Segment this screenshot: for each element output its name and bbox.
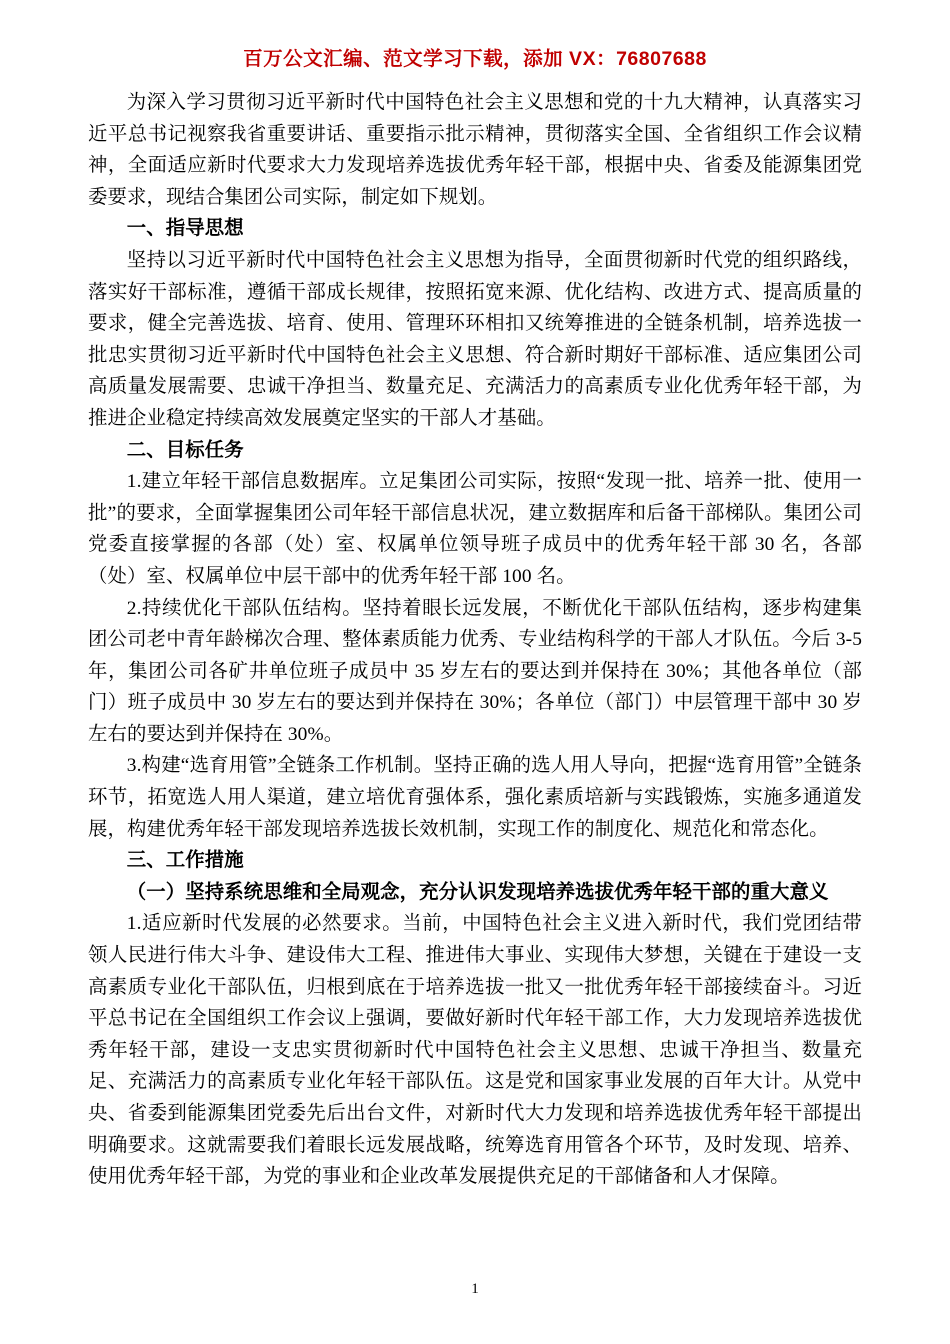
watermark-banner: 百万公文汇编、范文学习下载，添加 VX：76807688	[243, 48, 707, 70]
paragraph-guiding-ideology: 坚持以习近平新时代中国特色社会主义思想为指导，全面贯彻新时代党的组织路线，落实好干部标准，遵循干部成长规律，按照拓宽来源、优化结构、改进方式、提高质量的要求，健全完善选拔、培育、使用、管理环环相扣又统筹推进的全链条机制，培养选拔一批忠实贯彻习近平新时代中国特色社会主义思想、符合新时期好干部标准、适应集团公司高质量发展需要、忠诚干净担当、数量充足、充满活力的高素质专业化优秀年轻干部，为推进企业稳定持续高效发展奠定坚实的干部人才基础。	[88, 249, 862, 429]
paragraph-goal-2: 2.持续优化干部队伍结构。坚持着眼长远发展，不断优化干部队伍结构，逐步构建集团公司老中青年龄梯次合理、整体素质能力优秀、专业结构科学的干部人才队伍。今后 3-5 年，集团公司各矿井单位班子成员中 35 岁左右的要达到并保持在 30%；其他各单位（部门）班子成员中 30 岁左右的要达到并保持在 30%；各单位（部门）中层管理干部中 30 岁左右的要达到并保持在 30%。	[88, 597, 862, 745]
heading-guiding-ideology: 一、指导思想	[126, 217, 244, 240]
page-number: 1	[471, 1281, 479, 1297]
paragraph-goal-3: 3.构建“选育用管”全链条工作机制。坚持正确的选人用人导向，把握“选育用管”全链条环节，拓宽选人用人渠道，建立培优育强体系，强化素质培新与实践锻炼，实施多通道发展，构建优秀年轻干部发现培养选拔长效机制，实现工作的制度化、规范化和常态化。	[88, 755, 862, 840]
subheading-measure-1: （一）坚持系统思维和全局观念，充分认识发现培养选拔优秀年轻干部的重大意义	[126, 880, 829, 903]
heading-work-measures: 三、工作措施	[126, 849, 244, 872]
paragraph-measure-1-1: 1.适应新时代发展的必然要求。当前，中国特色社会主义进入新时代，我们党团结带领人民进行伟大斗争、建设伟大工程、推进伟大事业、实现伟大梦想，关键在于建设一支高素质专业化干部队伍，归根到底在于培养选拔一批又一批优秀年轻干部接续奋斗。习近平总书记在全国组织工作会议上强调，要做好新时代年轻干部工作，大力发现培养选拔优秀年轻干部，建设一支忠实贯彻新时代中国特色社会主义思想、忠诚干净担当、数量充足、充满活力的高素质专业化年轻干部队伍。这是党和国家事业发展的百年大计。从党中央、省委到能源集团党委先后出台文件，对新时代大力发现和培养选拔优秀年轻干部提出明确要求。这就需要我们着眼长远发展战略，统筹选育用管各个环节，及时发现、培养、使用优秀年轻干部，为党的事业和企业改革发展提供充足的干部储备和人才保障。	[88, 913, 862, 1188]
paragraph-goal-1: 1.建立年轻干部信息数据库。立足集团公司实际，按照“发现一批、培养一批、使用一批”的要求，全面掌握集团公司年轻干部信息状况，建立数据库和后备干部梯队。集团公司党委直接掌握的各部（处）室、权属单位领导班子成员中的优秀年轻干部 30 名，各部（处）室、权属单位中层干部中的优秀年轻干部 100 名。	[88, 471, 862, 587]
heading-goals-tasks: 二、目标任务	[126, 438, 244, 461]
paragraph-intro: 为深入学习贯彻习近平新时代中国特色社会主义思想和党的十九大精神，认真落实习近平总书记视察我省重要讲话、重要指示批示精神，贯彻落实全国、全省组织工作会议精神，全面适应新时代要求大力发现培养选拔优秀年轻干部，根据中央、省委及能源集团党委要求，现结合集团公司实际，制定如下规划。	[88, 92, 862, 208]
document-body	[88, 87, 862, 1193]
